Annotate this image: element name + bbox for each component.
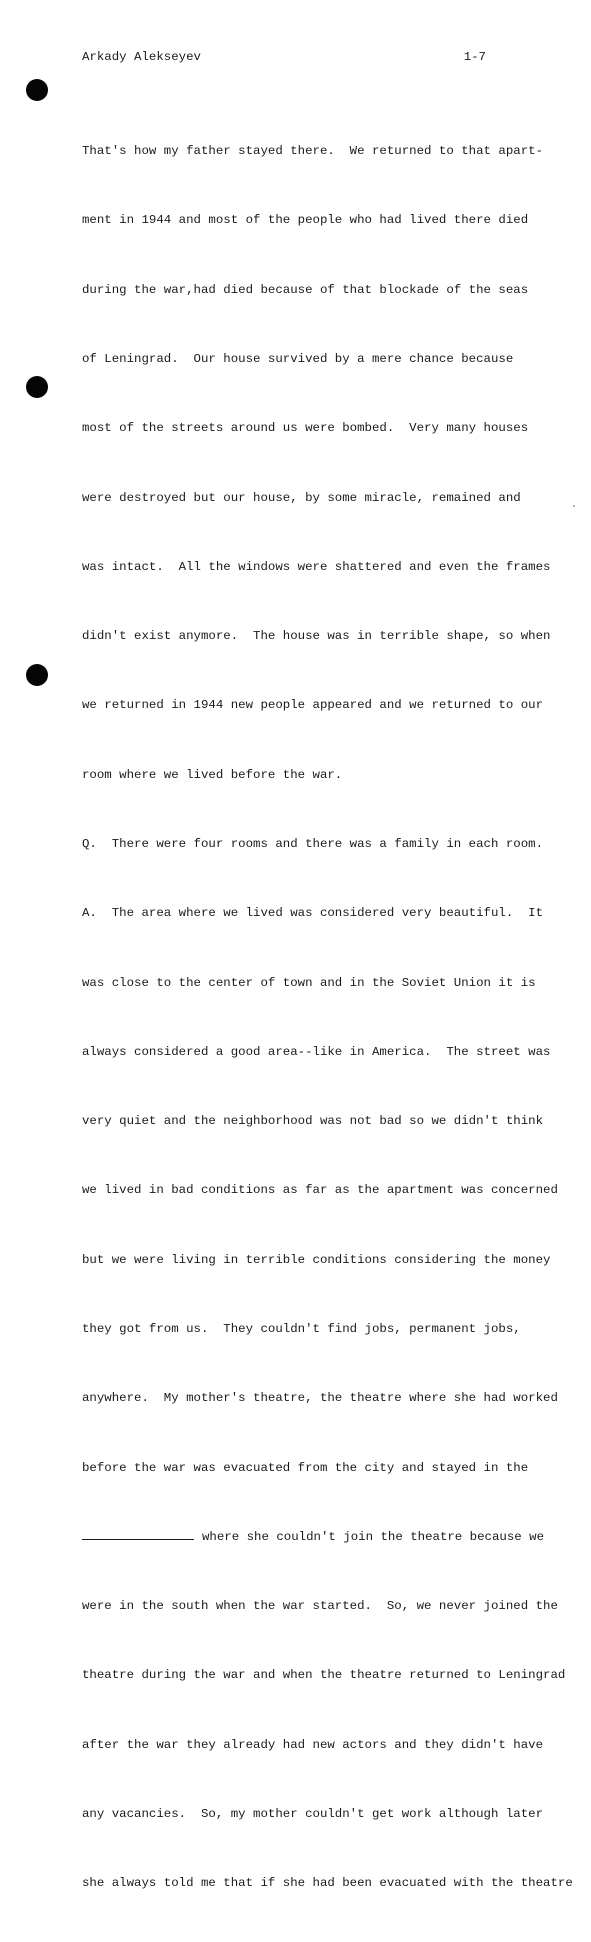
text-line: ment in 1944 and most of the people who had lived there died [82,213,529,228]
interviewee-name: Arkady Alekseyev [82,50,201,64]
text-line: we lived in bad conditions as far as the apartment was concerned [82,1183,558,1198]
text-fragment: where she couldn't join the theatre because we [202,1529,545,1544]
text-line: she always told me that if she had been evacuated with the theatre [82,1876,573,1891]
text-line: didn't exist anymore. The house was in terrible shape, so when [82,629,551,644]
text-line: That's how my father stayed there. We returned to that apart- [82,144,544,159]
binder-hole-bottom [26,664,48,686]
text-line: before the war was evacuated from the city and stayed in the [82,1460,529,1475]
text-line: very quiet and the neighborhood was not bad so we didn't think [82,1114,544,1129]
text-line: any vacancies. So, my mother couldn't get work although later [82,1806,544,1821]
blank-underline [82,1529,194,1540]
text-line: most of the streets around us were bombed. Very many houses [82,421,529,436]
text-line: during the war,had died because of that blockade of the seas [82,282,529,297]
answer-line: A. The area where we lived was considered very beautiful. It [82,906,544,921]
text-line: anywhere. My mother's theatre, the theatre where she had worked [82,1391,558,1406]
text-line: room where we lived before the war. [82,767,343,782]
scan-speck [573,505,575,507]
text-line: they got from us. They couldn't find jobs, permanent jobs, [82,1321,521,1336]
binder-hole-top [26,79,48,101]
text-line: after the war they already had new actors and they didn't have [82,1737,544,1752]
text-line: theatre during the war and when the theatre returned to Leningrad [82,1668,566,1683]
question-line: Q. There were four rooms and there was a family in each room. [82,837,544,851]
text-line: but we were living in terrible conditions considering the money [82,1252,551,1267]
page-number: 1-7 [463,50,486,64]
transcript-body [82,94,573,1942]
text-line: were destroyed but our house, by some miracle, remained and [82,490,521,505]
text-line: were in the south when the war started. So, we never joined the [82,1599,558,1614]
text-line: was close to the center of town and in the Soviet Union it is [82,975,536,990]
page-header [82,50,486,64]
text-line: always considered a good area--like in America. The street was [82,1044,551,1059]
binder-hole-middle [26,376,48,398]
text-line-with-blank [82,1526,573,1549]
text-line: was intact. All the windows were shattered and even the frames [82,559,551,574]
text-line: we returned in 1944 new people appeared and we returned to our [82,698,544,713]
text-line: of Leningrad. Our house survived by a mere chance because [82,352,514,367]
